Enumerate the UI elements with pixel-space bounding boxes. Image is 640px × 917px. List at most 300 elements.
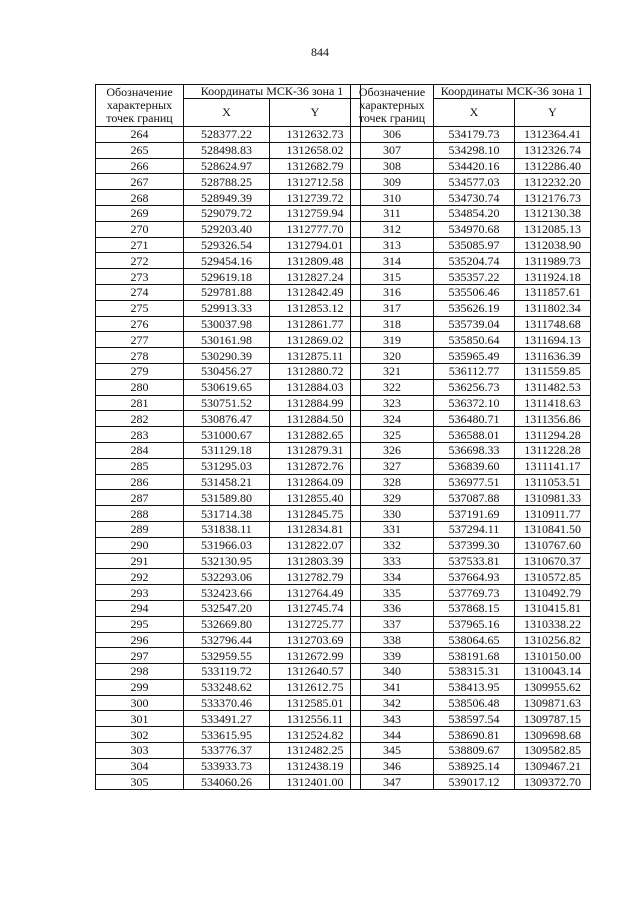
point-number-cell: 319 [351, 332, 434, 348]
table-row [96, 743, 361, 759]
table-row [96, 221, 361, 237]
point-number-cell: 288 [96, 506, 184, 522]
point-number-cell: 321 [351, 363, 434, 379]
y-coordinate-cell: 1312739.72 [270, 190, 361, 206]
y-coordinate-cell: 1312822.07 [270, 537, 361, 553]
point-number-cell: 325 [351, 427, 434, 443]
table-row [96, 616, 361, 632]
y-coordinate-cell: 1311694.13 [515, 332, 591, 348]
y-coordinate-cell: 1312703.69 [270, 632, 361, 648]
point-number-cell: 341 [351, 679, 434, 695]
x-coordinate-cell: 535626.19 [434, 300, 515, 316]
table-row [96, 506, 361, 522]
point-number-cell: 331 [351, 521, 434, 537]
coords-system-header: Координаты МСК-36 зона 1 [184, 85, 361, 99]
point-number-cell: 327 [351, 458, 434, 474]
table-row [351, 363, 591, 379]
point-number-cell: 311 [351, 205, 434, 221]
point-number-cell: 317 [351, 300, 434, 316]
table-row [351, 395, 591, 411]
y-coordinate-cell: 1312845.75 [270, 506, 361, 522]
x-coordinate-cell: 528377.22 [184, 127, 270, 143]
point-number-cell: 268 [96, 190, 184, 206]
table-row [96, 474, 361, 490]
point-number-cell: 289 [96, 521, 184, 537]
y-coordinate-cell: 1312640.57 [270, 664, 361, 680]
point-number-cell: 308 [351, 158, 434, 174]
table-row [96, 253, 361, 269]
y-coordinate-cell: 1312842.49 [270, 284, 361, 300]
table-row [96, 190, 361, 206]
point-number-cell: 271 [96, 237, 184, 253]
y-coordinate-cell: 1311636.39 [515, 348, 591, 364]
table-row [96, 379, 361, 395]
point-number-cell: 336 [351, 600, 434, 616]
x-coordinate-cell: 537533.81 [434, 553, 515, 569]
y-coordinate-cell: 1310415.81 [515, 600, 591, 616]
x-coordinate-cell: 535204.74 [434, 253, 515, 269]
table-row [96, 127, 361, 143]
x-coordinate-cell: 534577.03 [434, 174, 515, 190]
y-coordinate-cell: 1312880.72 [270, 363, 361, 379]
point-number-cell: 278 [96, 348, 184, 364]
y-coordinate-cell: 1309582.85 [515, 743, 591, 759]
point-number-cell: 283 [96, 427, 184, 443]
point-number-cell: 294 [96, 600, 184, 616]
x-coordinate-cell: 536588.01 [434, 427, 515, 443]
x-coordinate-cell: 528624.97 [184, 158, 270, 174]
point-number-cell: 295 [96, 616, 184, 632]
x-coordinate-cell: 533119.72 [184, 664, 270, 680]
point-number-cell: 280 [96, 379, 184, 395]
point-number-cell: 301 [96, 711, 184, 727]
y-coordinate-cell: 1312556.11 [270, 711, 361, 727]
y-coordinate-cell: 1312864.09 [270, 474, 361, 490]
table-row [96, 727, 361, 743]
table-row [96, 363, 361, 379]
point-number-cell: 320 [351, 348, 434, 364]
x-coordinate-cell: 530290.39 [184, 348, 270, 364]
point-number-cell: 269 [96, 205, 184, 221]
y-coordinate-cell: 1312803.39 [270, 553, 361, 569]
point-number-cell: 277 [96, 332, 184, 348]
y-coordinate-cell: 1312725.77 [270, 616, 361, 632]
x-coordinate-cell: 528788.25 [184, 174, 270, 190]
point-number-cell: 264 [96, 127, 184, 143]
y-coordinate-cell: 1310767.60 [515, 537, 591, 553]
table-row [351, 269, 591, 285]
y-coordinate-cell: 1312232.20 [515, 174, 591, 190]
point-number-cell: 285 [96, 458, 184, 474]
table-row [96, 205, 361, 221]
y-coordinate-cell: 1312130.38 [515, 205, 591, 221]
x-coordinate-cell: 529454.16 [184, 253, 270, 269]
point-number-cell: 276 [96, 316, 184, 332]
point-number-cell: 347 [351, 774, 434, 790]
x-coordinate-cell: 538690.81 [434, 727, 515, 743]
x-coordinate-cell: 529913.33 [184, 300, 270, 316]
x-coordinate-cell: 534854.20 [434, 205, 515, 221]
point-number-cell: 315 [351, 269, 434, 285]
x-coordinate-cell: 533491.27 [184, 711, 270, 727]
table-row [351, 205, 591, 221]
point-number-cell: 299 [96, 679, 184, 695]
y-coordinate-cell: 1310150.00 [515, 648, 591, 664]
point-number-cell: 306 [351, 127, 434, 143]
x-coordinate-cell: 531966.03 [184, 537, 270, 553]
x-coordinate-cell: 533370.46 [184, 695, 270, 711]
y-coordinate-cell: 1311053.51 [515, 474, 591, 490]
x-coordinate-cell: 538315.31 [434, 664, 515, 680]
table-row [351, 569, 591, 585]
table-row [351, 521, 591, 537]
y-coordinate-cell: 1311482.53 [515, 379, 591, 395]
y-coordinate-cell: 1312712.58 [270, 174, 361, 190]
point-number-cell: 330 [351, 506, 434, 522]
y-coordinate-cell: 1312524.82 [270, 727, 361, 743]
y-coordinate-cell: 1312658.02 [270, 142, 361, 158]
point-number-cell: 304 [96, 758, 184, 774]
point-number-cell: 291 [96, 553, 184, 569]
y-coordinate-cell: 1311228.28 [515, 442, 591, 458]
point-number-cell: 310 [351, 190, 434, 206]
table-row [96, 537, 361, 553]
point-number-cell: 326 [351, 442, 434, 458]
y-coordinate-cell: 1312745.74 [270, 600, 361, 616]
table-row [351, 600, 591, 616]
table-row [351, 474, 591, 490]
y-coordinate-cell: 1312861.77 [270, 316, 361, 332]
x-coordinate-cell: 539017.12 [434, 774, 515, 790]
x-coordinate-cell: 537664.93 [434, 569, 515, 585]
point-number-cell: 303 [96, 743, 184, 759]
y-coordinate-cell: 1309787.15 [515, 711, 591, 727]
table-row [96, 695, 361, 711]
table-row [351, 332, 591, 348]
y-coordinate-cell: 1311924.18 [515, 269, 591, 285]
y-coordinate-cell: 1312038.90 [515, 237, 591, 253]
point-number-cell: 270 [96, 221, 184, 237]
x-coordinate-cell: 529326.54 [184, 237, 270, 253]
x-coordinate-cell: 536480.71 [434, 411, 515, 427]
table-row [96, 142, 361, 158]
table-row [96, 348, 361, 364]
y-coordinate-cell: 1312875.11 [270, 348, 361, 364]
point-number-cell: 296 [96, 632, 184, 648]
point-number-cell: 287 [96, 490, 184, 506]
y-coordinate-cell: 1312401.00 [270, 774, 361, 790]
x-coordinate-cell: 532796.44 [184, 632, 270, 648]
point-number-cell: 281 [96, 395, 184, 411]
y-coordinate-cell: 1311418.63 [515, 395, 591, 411]
y-coordinate-cell: 1311141.17 [515, 458, 591, 474]
y-coordinate-cell: 1312682.79 [270, 158, 361, 174]
table-row [351, 253, 591, 269]
table-row [96, 284, 361, 300]
x-coordinate-cell: 537965.16 [434, 616, 515, 632]
x-coordinate-cell: 531000.67 [184, 427, 270, 443]
point-number-cell: 342 [351, 695, 434, 711]
point-number-cell: 279 [96, 363, 184, 379]
point-number-cell: 265 [96, 142, 184, 158]
table-row [96, 458, 361, 474]
table-row [351, 284, 591, 300]
point-number-cell: 335 [351, 585, 434, 601]
y-coordinate-cell: 1312759.94 [270, 205, 361, 221]
point-number-cell: 305 [96, 774, 184, 790]
y-coordinate-cell: 1312085.13 [515, 221, 591, 237]
x-coordinate-cell: 529619.18 [184, 269, 270, 285]
x-coordinate-cell: 531838.11 [184, 521, 270, 537]
point-number-cell: 300 [96, 695, 184, 711]
coordinates-table-right [350, 84, 590, 790]
table-row [96, 332, 361, 348]
table-row [351, 758, 591, 774]
x-coordinate-cell: 537399.30 [434, 537, 515, 553]
table-row [351, 490, 591, 506]
x-coordinate-cell: 534730.74 [434, 190, 515, 206]
table-row [351, 664, 591, 680]
point-number-cell: 346 [351, 758, 434, 774]
point-number-cell: 322 [351, 379, 434, 395]
table-row [351, 174, 591, 190]
y-column-header: Y [515, 99, 591, 127]
y-coordinate-cell: 1312884.50 [270, 411, 361, 427]
y-coordinate-cell: 1310043.14 [515, 664, 591, 680]
x-coordinate-cell: 533615.95 [184, 727, 270, 743]
y-coordinate-cell: 1312794.01 [270, 237, 361, 253]
point-number-cell: 339 [351, 648, 434, 664]
x-coordinate-cell: 531129.18 [184, 442, 270, 458]
y-coordinate-cell: 1309372.70 [515, 774, 591, 790]
point-number-cell: 267 [96, 174, 184, 190]
coords-system-header: Координаты МСК-36 зона 1 [434, 85, 591, 99]
x-coordinate-cell: 536372.10 [434, 395, 515, 411]
point-number-cell: 323 [351, 395, 434, 411]
point-number-cell: 338 [351, 632, 434, 648]
y-column-header: Y [270, 99, 361, 127]
x-coordinate-cell: 535357.22 [434, 269, 515, 285]
point-number-cell: 343 [351, 711, 434, 727]
y-coordinate-cell: 1312176.73 [515, 190, 591, 206]
point-number-cell: 292 [96, 569, 184, 585]
x-coordinate-cell: 531714.38 [184, 506, 270, 522]
point-number-cell: 340 [351, 664, 434, 680]
point-number-cell: 307 [351, 142, 434, 158]
point-number-cell: 286 [96, 474, 184, 490]
x-coordinate-cell: 538191.68 [434, 648, 515, 664]
x-coordinate-cell: 532959.55 [184, 648, 270, 664]
y-coordinate-cell: 1312286.40 [515, 158, 591, 174]
table-row [351, 316, 591, 332]
point-number-cell: 298 [96, 664, 184, 680]
point-number-cell: 293 [96, 585, 184, 601]
table-row [351, 506, 591, 522]
point-number-cell: 275 [96, 300, 184, 316]
x-coordinate-cell: 530456.27 [184, 363, 270, 379]
x-coordinate-cell: 534060.26 [184, 774, 270, 790]
y-coordinate-cell: 1311559.85 [515, 363, 591, 379]
point-number-cell: 345 [351, 743, 434, 759]
y-coordinate-cell: 1310981.33 [515, 490, 591, 506]
table-row [351, 695, 591, 711]
y-coordinate-cell: 1312438.19 [270, 758, 361, 774]
table-row [351, 237, 591, 253]
y-coordinate-cell: 1309467.21 [515, 758, 591, 774]
point-number-cell: 309 [351, 174, 434, 190]
x-coordinate-cell: 530876.47 [184, 411, 270, 427]
x-coordinate-cell: 536112.77 [434, 363, 515, 379]
point-number-cell: 297 [96, 648, 184, 664]
point-number-cell: 266 [96, 158, 184, 174]
y-coordinate-cell: 1312855.40 [270, 490, 361, 506]
point-label-header: Обозначение характерных точек границ [351, 85, 434, 127]
table-row [351, 411, 591, 427]
x-coordinate-cell: 534179.73 [434, 127, 515, 143]
y-coordinate-cell: 1311748.68 [515, 316, 591, 332]
x-coordinate-cell: 536698.33 [434, 442, 515, 458]
x-coordinate-cell: 530619.65 [184, 379, 270, 395]
x-coordinate-cell: 534420.16 [434, 158, 515, 174]
y-coordinate-cell: 1312364.41 [515, 127, 591, 143]
point-number-cell: 324 [351, 411, 434, 427]
y-coordinate-cell: 1311294.28 [515, 427, 591, 443]
x-coordinate-cell: 535085.97 [434, 237, 515, 253]
point-number-cell: 290 [96, 537, 184, 553]
x-coordinate-cell: 530751.52 [184, 395, 270, 411]
x-coordinate-cell: 536839.60 [434, 458, 515, 474]
y-coordinate-cell: 1312879.31 [270, 442, 361, 458]
y-coordinate-cell: 1312834.81 [270, 521, 361, 537]
x-coordinate-cell: 537769.73 [434, 585, 515, 601]
table-row [351, 616, 591, 632]
y-coordinate-cell: 1310338.22 [515, 616, 591, 632]
table-row [96, 521, 361, 537]
y-coordinate-cell: 1311989.73 [515, 253, 591, 269]
y-coordinate-cell: 1312764.49 [270, 585, 361, 601]
y-coordinate-cell: 1310492.79 [515, 585, 591, 601]
x-coordinate-cell: 538809.67 [434, 743, 515, 759]
point-number-cell: 302 [96, 727, 184, 743]
y-coordinate-cell: 1312672.99 [270, 648, 361, 664]
point-number-cell: 332 [351, 537, 434, 553]
table-row [96, 411, 361, 427]
table-row [96, 174, 361, 190]
y-coordinate-cell: 1311802.34 [515, 300, 591, 316]
point-number-cell: 284 [96, 442, 184, 458]
point-number-cell: 337 [351, 616, 434, 632]
table-row [351, 442, 591, 458]
point-number-cell: 328 [351, 474, 434, 490]
x-coordinate-cell: 531458.21 [184, 474, 270, 490]
table-row [351, 774, 591, 790]
table-row [96, 395, 361, 411]
table-row [96, 158, 361, 174]
x-coordinate-cell: 530161.98 [184, 332, 270, 348]
x-coordinate-cell: 530037.98 [184, 316, 270, 332]
table-row [96, 569, 361, 585]
y-coordinate-cell: 1312326.74 [515, 142, 591, 158]
x-coordinate-cell: 533933.73 [184, 758, 270, 774]
table-row [96, 632, 361, 648]
y-coordinate-cell: 1312632.73 [270, 127, 361, 143]
table-row [96, 679, 361, 695]
point-number-cell: 314 [351, 253, 434, 269]
x-coordinate-cell: 535965.49 [434, 348, 515, 364]
table-row [351, 458, 591, 474]
y-coordinate-cell: 1311356.86 [515, 411, 591, 427]
table-row [351, 648, 591, 664]
y-coordinate-cell: 1312777.70 [270, 221, 361, 237]
y-coordinate-cell: 1312869.02 [270, 332, 361, 348]
table-row [351, 300, 591, 316]
table-row [96, 300, 361, 316]
x-coordinate-cell: 538506.48 [434, 695, 515, 711]
x-coordinate-cell: 528498.83 [184, 142, 270, 158]
x-coordinate-cell: 537191.69 [434, 506, 515, 522]
point-number-cell: 282 [96, 411, 184, 427]
y-coordinate-cell: 1312884.03 [270, 379, 361, 395]
x-coordinate-cell: 537087.88 [434, 490, 515, 506]
y-coordinate-cell: 1309871.63 [515, 695, 591, 711]
table-row [96, 711, 361, 727]
page-number: 844 [311, 45, 329, 59]
y-coordinate-cell: 1312482.25 [270, 743, 361, 759]
x-coordinate-cell: 532423.66 [184, 585, 270, 601]
x-coordinate-cell: 538413.95 [434, 679, 515, 695]
x-coordinate-cell: 535739.04 [434, 316, 515, 332]
y-coordinate-cell: 1312827.24 [270, 269, 361, 285]
table-row [351, 537, 591, 553]
table-row [96, 442, 361, 458]
x-coordinate-cell: 538597.54 [434, 711, 515, 727]
x-coordinate-cell: 531589.80 [184, 490, 270, 506]
y-coordinate-cell: 1310841.50 [515, 521, 591, 537]
y-coordinate-cell: 1311857.61 [515, 284, 591, 300]
x-coordinate-cell: 534970.68 [434, 221, 515, 237]
x-coordinate-cell: 531295.03 [184, 458, 270, 474]
point-number-cell: 333 [351, 553, 434, 569]
x-coordinate-cell: 532293.06 [184, 569, 270, 585]
x-coordinate-cell: 529781.88 [184, 284, 270, 300]
x-coordinate-cell: 535506.46 [434, 284, 515, 300]
table-row [351, 553, 591, 569]
table-row [96, 600, 361, 616]
x-coordinate-cell: 535850.64 [434, 332, 515, 348]
y-coordinate-cell: 1312882.65 [270, 427, 361, 443]
table-row [96, 758, 361, 774]
x-coordinate-cell: 537294.11 [434, 521, 515, 537]
table-row [96, 585, 361, 601]
x-coordinate-cell: 533248.62 [184, 679, 270, 695]
table-row [351, 711, 591, 727]
table-row [96, 269, 361, 285]
table-row [96, 648, 361, 664]
y-coordinate-cell: 1312853.12 [270, 300, 361, 316]
point-label-header: Обозначение характерных точек границ [96, 85, 184, 127]
y-coordinate-cell: 1309698.68 [515, 727, 591, 743]
y-coordinate-cell: 1310572.85 [515, 569, 591, 585]
table-row [96, 774, 361, 790]
y-coordinate-cell: 1312884.99 [270, 395, 361, 411]
table-row [96, 664, 361, 680]
point-number-cell: 344 [351, 727, 434, 743]
x-coordinate-cell: 533776.37 [184, 743, 270, 759]
table-row [351, 127, 591, 143]
table-row [351, 727, 591, 743]
point-number-cell: 313 [351, 237, 434, 253]
table-row [96, 553, 361, 569]
